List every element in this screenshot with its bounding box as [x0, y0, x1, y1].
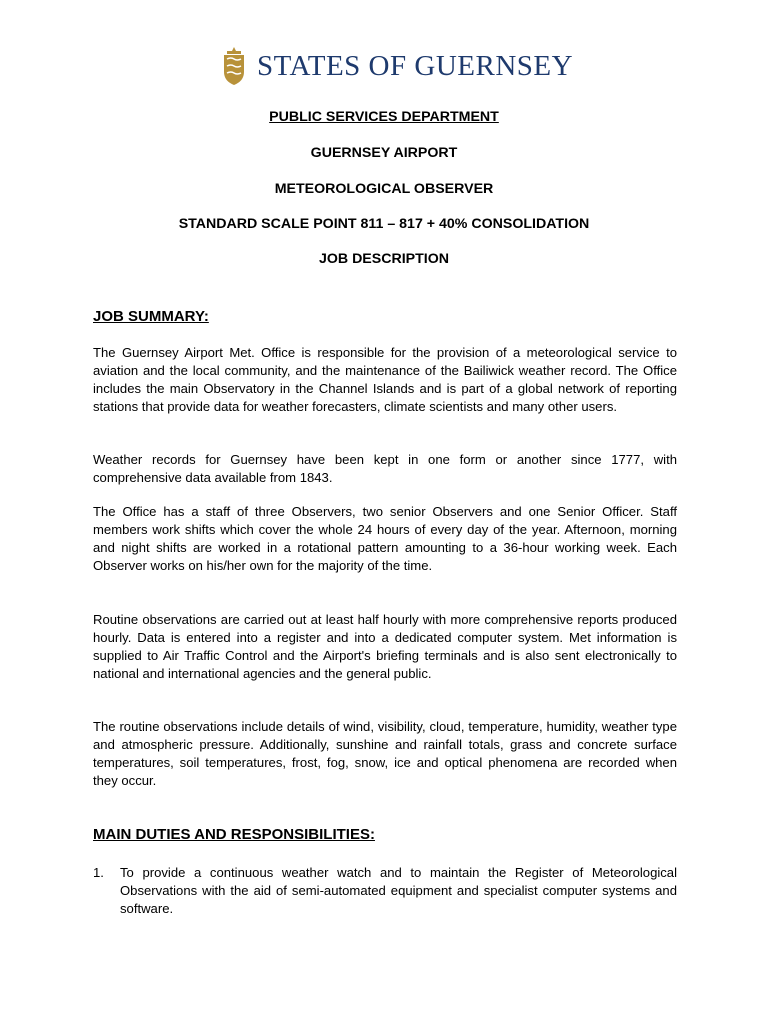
doc-type-heading: JOB DESCRIPTION: [318, 251, 450, 267]
location-heading: GUERNSEY AIRPORT: [310, 145, 458, 161]
guernsey-crest-icon: [221, 46, 247, 86]
summary-paragraph-5: The routine observations include details of wind, visibility, cloud, temperature, humidity, weather type and atmospheric pressure. Additionally, sunshine and rainfall totals, grass and concrete surface temperatures, soil temperatures, frost, fog, snow, ice and optical phenomena are recorded when they occur.: [93, 719, 677, 788]
summary-paragraph-4: Routine observations are carried out at least half hourly with more comprehensive reports produced hourly. Data is entered into a register and into a dedicated computer system. Met information is supplied to Air Traffic Control and the Airport's briefing terminals and is also sent electronically to national and international agencies and the general public.: [93, 612, 677, 681]
duty-item-number: 1.: [93, 865, 104, 880]
summary-paragraph-3: The Office has a staff of three Observers, two senior Observers and one Senior Officer. Staff members work shifts which cover the whole 24 hours of every day of the year. Afternoon, morning and night shifts are worked in a rotational pattern amounting to a 36-hour working week. Each Observer works on his/her own for the majority of the time.: [93, 504, 677, 573]
duty-item-text: To provide a continuous weather watch and to maintain the Register of Meteorological Observations with the aid of semi-automated equipment and specialist computer systems and software.: [120, 865, 677, 916]
role-heading: METEOROLOGICAL OBSERVER: [274, 181, 494, 197]
main-duties-heading: MAIN DUTIES AND RESPONSIBILITIES:: [93, 826, 375, 843]
job-summary-heading: JOB SUMMARY:: [93, 308, 209, 325]
summary-paragraph-2: Weather records for Guernsey have been kept in one form or another since 1777, with comprehensive data available from 1843.: [93, 452, 677, 485]
summary-paragraph-1: The Guernsey Airport Met. Office is responsible for the provision of a meteorological service to aviation and the local community, and the maintenance of the Bailiwick weather record. The Office includes the main Observatory in the Channel Islands and is part of a global network of reporting stations that provide data for weather forecasters, climate scientists and many other users.: [93, 345, 677, 414]
logo-text: STATES OF GUERNSEY: [257, 49, 574, 82]
states-of-guernsey-logo: [221, 46, 573, 86]
department-heading: PUBLIC SERVICES DEPARTMENT: [269, 109, 499, 125]
scale-heading: STANDARD SCALE POINT 811 – 817 + 40% CONSOLIDATION: [178, 216, 590, 232]
duty-item: [93, 864, 677, 918]
